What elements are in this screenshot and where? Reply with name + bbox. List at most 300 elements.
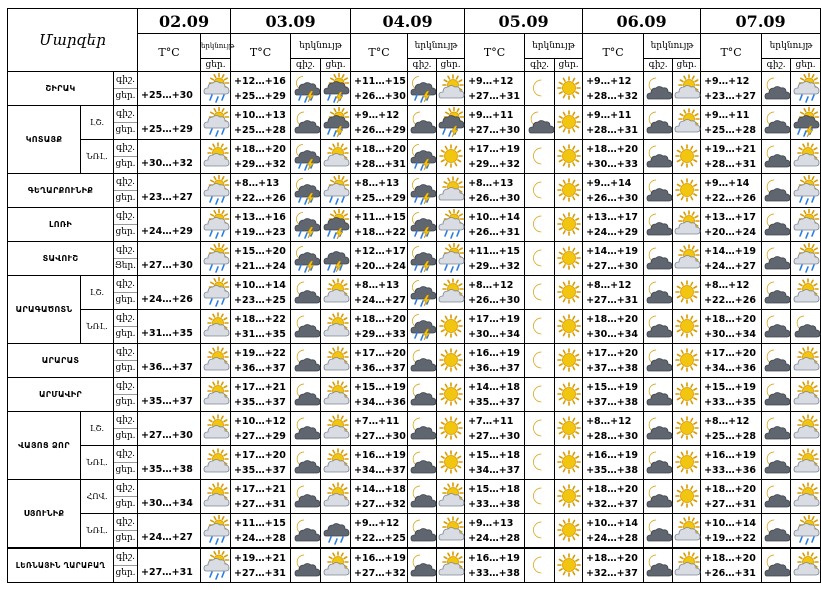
subregion-label: ԼՇ. (81, 412, 114, 446)
day-temp: +19…+23 (234, 226, 286, 238)
cloud-sun-icon (673, 211, 700, 238)
temp-range (351, 242, 408, 276)
table-row (8, 412, 821, 446)
moon-cloud-icon (408, 449, 436, 476)
day-sky-cell (321, 310, 351, 344)
temp-range (583, 514, 644, 548)
night-temp: +15…+19 (586, 381, 638, 393)
night-temp: +18…+20 (354, 313, 406, 325)
night-temp: +18…+20 (704, 552, 756, 564)
moon-cloud-icon (644, 177, 672, 204)
sun-icon (555, 449, 582, 476)
night-sky-cell (291, 344, 321, 378)
temp-range (231, 310, 291, 344)
temp-range (583, 378, 644, 412)
day-temp: +24…+28 (468, 532, 520, 544)
day-sky-cell (321, 480, 351, 514)
cloud-sun-icon (201, 415, 230, 442)
sky-day-header: ցեր. (673, 59, 701, 72)
day-sky-cell (791, 549, 821, 583)
table-row (8, 208, 821, 242)
cloud-sun-rain-icon (201, 517, 230, 544)
day-sky-cell (791, 480, 821, 514)
day-temp: +28…+31 (704, 158, 756, 170)
moon-cloud-storm-icon (408, 177, 436, 204)
temp-column-header: T°C (351, 34, 408, 72)
sun-icon (555, 381, 582, 408)
day-temp: +28…+31 (354, 158, 406, 170)
moon-cloud-storm-icon (408, 143, 436, 170)
temp-range (231, 446, 291, 480)
cloud-sun-icon (437, 75, 464, 102)
night-temp: +16…+19 (468, 552, 520, 564)
day-sky-cell (791, 344, 821, 378)
day-sky-cell (437, 140, 465, 174)
temp-range (465, 140, 525, 174)
cloud-sun-rain-icon (437, 245, 464, 272)
moon-cloud-icon (291, 109, 320, 136)
moon-cloud-icon (644, 143, 672, 170)
day-sky-cell (321, 514, 351, 548)
night-sky-cell (762, 72, 791, 106)
moon-cloud-icon (291, 347, 320, 374)
night-label: գիշ. (116, 211, 135, 221)
cloud-sun-icon (437, 552, 464, 579)
night-temp: +15…+19 (704, 381, 756, 393)
region-name: ԼՈՌԻ (8, 208, 114, 242)
day-temp: +25…+29 (354, 192, 406, 204)
day-sky-cell (201, 344, 231, 378)
cloud-sun-icon (321, 483, 350, 510)
night-temp: +18…+20 (586, 313, 638, 325)
moon-cloud-storm-icon (408, 279, 436, 306)
day-temp: +24…+28 (586, 532, 638, 544)
night-temp: +14…+19 (704, 245, 756, 257)
temp-range (231, 208, 291, 242)
night-label: գիշ. (116, 177, 135, 187)
day-temp: +26…+30 (354, 90, 406, 102)
night-temp: +13…+17 (704, 211, 756, 223)
sky-night-header: գիշ. (762, 59, 791, 72)
night-sky-cell (408, 174, 437, 208)
night-temp: +11…+15 (354, 211, 406, 223)
day-sky-cell (201, 140, 231, 174)
day-night-labels (114, 446, 138, 480)
day-sky-cell (437, 514, 465, 548)
day-sky-cell (791, 276, 821, 310)
moon-icon (525, 347, 554, 374)
moon-cloud-icon (762, 449, 790, 476)
temp-range (465, 344, 525, 378)
day-sky-cell (673, 106, 701, 140)
cloud-sun-icon (321, 143, 350, 170)
day-sky-cell (555, 514, 583, 548)
subregion-label: ՆՌԼ. (81, 514, 114, 548)
sun-icon (555, 177, 582, 204)
cloud-sun-icon (791, 143, 820, 170)
cloud-sun-rain-icon (201, 75, 230, 102)
day-night-labels (114, 310, 138, 344)
night-temp: +14…+19 (586, 245, 638, 257)
night-temp: +18…+20 (704, 313, 756, 325)
night-temp: +18…+20 (586, 143, 638, 155)
night-sky-cell (525, 514, 555, 548)
night-temp: +8…+13 (234, 177, 280, 189)
sun-icon (437, 347, 464, 374)
night-temp: +15…+19 (354, 381, 406, 393)
night-temp: +19…+21 (704, 143, 756, 155)
day-temp: +27…+32 (354, 567, 406, 579)
day-temp: +34…+37 (468, 464, 520, 476)
region-name: ԱՐԱՐԱՏ (8, 344, 114, 378)
night-temp: +16…+19 (354, 449, 406, 461)
temp-range (465, 412, 525, 446)
day-temp: +30…+34 (704, 328, 756, 340)
cloud-sun-rain-icon (791, 211, 820, 238)
day-night-labels (114, 549, 138, 583)
night-sky-cell (644, 480, 673, 514)
day-temp: +29…+32 (468, 158, 520, 170)
night-sky-cell (408, 344, 437, 378)
day-sky-cell (437, 174, 465, 208)
temp-column-header: T°C (583, 34, 644, 72)
night-temp: +10…+14 (586, 517, 638, 529)
night-temp: +19…+21 (234, 552, 286, 564)
day-sky-cell (201, 106, 231, 140)
day-label: ցեր. (114, 326, 137, 342)
day-temp: +24…+26 (138, 276, 201, 310)
temp-column-header: T°C (138, 34, 201, 72)
sky-column-header: երկնույթ (201, 34, 231, 59)
day-night-labels (114, 174, 138, 208)
night-temp: +16…+19 (354, 552, 406, 564)
cloud-sun-rain-icon (437, 211, 464, 238)
temp-range (701, 106, 762, 140)
day-sky-cell (201, 412, 231, 446)
night-label: գիշ. (116, 483, 135, 493)
day-temp: +26…+31 (468, 226, 520, 238)
night-sky-cell (408, 106, 437, 140)
night-temp: +8…+13 (354, 279, 400, 291)
temp-range (231, 72, 291, 106)
moon-cloud-icon (644, 75, 672, 102)
temp-column-header: T°C (231, 34, 291, 72)
night-temp: +9…+14 (704, 177, 750, 189)
day-label: ցեր. (114, 224, 137, 240)
table-row (8, 378, 821, 412)
day-sky-cell (437, 242, 465, 276)
moon-cloud-icon (762, 143, 790, 170)
table-row (8, 310, 821, 344)
cloud-sun-icon (321, 449, 350, 476)
day-temp: +24…+29 (586, 226, 638, 238)
moon-cloud-icon (408, 552, 436, 579)
moon-cloud-icon (644, 415, 672, 442)
day-sky-cell (673, 242, 701, 276)
day-temp: +23…+27 (704, 90, 756, 102)
night-sky-cell (408, 276, 437, 310)
day-sky-cell (791, 446, 821, 480)
moon-cloud-storm-icon (291, 211, 320, 238)
night-temp: +17…+19 (468, 313, 520, 325)
night-sky-cell (644, 310, 673, 344)
sun-icon (673, 483, 700, 510)
night-temp: +9…+14 (586, 177, 632, 189)
day-temp: +18…+22 (354, 226, 406, 238)
day-temp: +23…+27 (138, 174, 201, 208)
day-temp: +29…+32 (234, 158, 286, 170)
day-temp: +35…+38 (586, 464, 638, 476)
temp-range (583, 72, 644, 106)
night-sky-cell (525, 412, 555, 446)
night-sky-cell (762, 549, 791, 583)
day-temp: +20…+24 (704, 226, 756, 238)
night-sky-cell (291, 174, 321, 208)
temp-range (465, 208, 525, 242)
night-temp: +15…+20 (234, 245, 286, 257)
sky-day-header: ցեր. (321, 59, 351, 72)
day-temp: +32…+37 (586, 567, 638, 579)
night-label: գիշ. (116, 279, 135, 289)
temp-range (231, 242, 291, 276)
cloud-sun-rain-icon (791, 245, 820, 272)
sun-icon (555, 517, 582, 544)
night-temp: +8…+13 (354, 177, 400, 189)
night-temp: +8…+12 (586, 415, 632, 427)
moon-cloud-storm-icon (291, 75, 320, 102)
date-header: 04.09 (351, 9, 465, 34)
cloud-sun-icon (437, 177, 464, 204)
temp-range (465, 378, 525, 412)
moon-cloud-icon (291, 415, 320, 442)
moon-cloud-storm-icon (408, 211, 436, 238)
temp-range (701, 480, 762, 514)
day-temp: +27…+30 (586, 260, 638, 272)
night-sky-cell (644, 446, 673, 480)
temp-range (701, 446, 762, 480)
cloud-sun-icon (791, 415, 820, 442)
cloud-sun-icon (201, 313, 230, 340)
temp-column-header: T°C (465, 34, 525, 72)
moon-cloud-storm-icon (408, 313, 436, 340)
cloud-sun-rain-icon (201, 211, 230, 238)
date-header: 03.09 (231, 9, 351, 34)
sun-icon (673, 347, 700, 374)
moon-icon (525, 313, 554, 340)
day-temp: +24…+27 (138, 514, 201, 548)
day-temp: +33…+35 (704, 396, 756, 408)
night-sky-cell (291, 310, 321, 344)
night-label: գիշ. (116, 415, 135, 425)
temp-range (465, 242, 525, 276)
temp-range (351, 208, 408, 242)
day-sky-cell (791, 106, 821, 140)
night-temp: +11…+15 (234, 517, 286, 529)
temp-range (231, 344, 291, 378)
night-temp: +7…+11 (354, 415, 400, 427)
night-temp: +16…+19 (468, 347, 520, 359)
night-sky-cell (762, 310, 791, 344)
day-sky-cell (555, 412, 583, 446)
forecast-table (7, 8, 821, 548)
temp-range (351, 549, 408, 583)
temp-range (583, 549, 644, 583)
cloud-sun-storm-icon (791, 109, 820, 136)
night-temp: +9…+13 (468, 517, 514, 529)
night-sky-cell (525, 242, 555, 276)
cloud-sun-icon (437, 279, 464, 306)
night-temp: +17…+20 (354, 347, 406, 359)
moon-cloud-icon (762, 483, 790, 510)
sun-icon (673, 415, 700, 442)
night-temp: +7…+11 (468, 415, 514, 427)
sun-icon (555, 347, 582, 374)
sun-icon (437, 449, 464, 476)
day-temp: +25…+30 (138, 72, 201, 106)
region-name: ՎԱՅՈՑ ՁՈՐ (8, 412, 81, 480)
temp-range (583, 106, 644, 140)
moon-cloud-icon (291, 449, 320, 476)
table-row (8, 549, 821, 583)
cloud-sun-rain-icon (201, 245, 230, 272)
moon-cloud-icon (291, 517, 320, 544)
night-temp: +17…+20 (586, 347, 638, 359)
cloud-sun-icon (321, 381, 350, 408)
day-temp: +35…+37 (468, 396, 520, 408)
temp-range (351, 276, 408, 310)
day-label: ցեր. (114, 122, 137, 138)
night-temp: +11…+15 (468, 245, 520, 257)
night-sky-cell (525, 446, 555, 480)
temp-range (465, 549, 525, 583)
sun-icon (673, 143, 700, 170)
region-name: ԱՐԱԳԱԾՈՏՆ (8, 276, 81, 344)
day-temp: +35…+37 (234, 396, 286, 408)
day-sky-cell (673, 208, 701, 242)
day-label: ցեր. (114, 394, 137, 410)
temp-range (351, 140, 408, 174)
cloud-sun-icon (321, 313, 350, 340)
night-sky-cell (644, 378, 673, 412)
night-sky-cell (291, 106, 321, 140)
sun-icon (555, 245, 582, 272)
night-temp: +10…+14 (468, 211, 520, 223)
moon-cloud-icon (408, 517, 436, 544)
day-sky-cell (673, 310, 701, 344)
temp-range (231, 174, 291, 208)
cloud-sun-icon (791, 449, 820, 476)
table-row (8, 106, 821, 140)
night-sky-cell (408, 514, 437, 548)
moon-cloud-icon (762, 517, 790, 544)
night-temp: +18…+20 (586, 483, 638, 495)
cloud-sun-icon (791, 381, 820, 408)
day-temp: +27…+30 (468, 430, 520, 442)
day-sky-cell (555, 208, 583, 242)
night-sky-cell (408, 446, 437, 480)
night-temp: +9…+11 (704, 109, 750, 121)
day-temp: +37…+38 (586, 396, 638, 408)
temp-range (465, 514, 525, 548)
day-temp: +25…+29 (138, 106, 201, 140)
cloud-sun-icon (201, 381, 230, 408)
night-sky-cell (762, 480, 791, 514)
night-label: գիշ. (116, 143, 135, 153)
night-label: գիշ. (116, 109, 135, 119)
sky-day-header: ցեր. (555, 59, 583, 72)
day-temp: +31…+35 (138, 310, 201, 344)
day-temp: +27…+31 (234, 498, 286, 510)
table-row (8, 242, 821, 276)
night-temp: +9…+12 (586, 75, 632, 87)
day-label: ցեր. (114, 565, 137, 581)
day-sky-cell (555, 310, 583, 344)
moon-icon (525, 517, 554, 544)
day-sky-cell (555, 72, 583, 106)
night-temp: +9…+11 (468, 109, 514, 121)
day-night-labels (114, 344, 138, 378)
night-temp: +18…+20 (354, 143, 406, 155)
sun-icon (437, 143, 464, 170)
night-sky-cell (291, 378, 321, 412)
day-temp: +27…+31 (234, 567, 286, 579)
night-sky-cell (644, 106, 673, 140)
night-temp: +13…+16 (234, 211, 286, 223)
temp-range (351, 106, 408, 140)
moon-icon (525, 211, 554, 238)
moon-cloud-icon (762, 245, 790, 272)
day-sky-cell (321, 549, 351, 583)
day-sky-cell (555, 140, 583, 174)
temp-range (583, 242, 644, 276)
cloud-sun-icon (437, 483, 464, 510)
temp-range (701, 140, 762, 174)
day-temp: +35…+38 (138, 446, 201, 480)
night-temp: +18…+20 (704, 483, 756, 495)
day-temp: +30…+34 (468, 328, 520, 340)
table-row (8, 344, 821, 378)
moon-cloud-storm-icon (408, 245, 436, 272)
night-temp: +9…+11 (586, 109, 632, 121)
cloud-sun-icon (201, 143, 230, 170)
day-temp: +37…+38 (586, 362, 638, 374)
night-temp: +15…+18 (468, 483, 520, 495)
sky-column-header: երկնույթ (291, 34, 351, 59)
moon-cloud-storm-icon (291, 177, 320, 204)
day-temp: +21…+24 (234, 260, 286, 272)
temp-range (465, 310, 525, 344)
sun-icon (437, 313, 464, 340)
temp-range (231, 140, 291, 174)
night-sky-cell (525, 549, 555, 583)
night-temp: +8…+12 (704, 415, 750, 427)
temp-range (701, 276, 762, 310)
day-temp: +19…+22 (704, 532, 756, 544)
temp-range (701, 310, 762, 344)
day-sky-cell (201, 72, 231, 106)
day-sky-cell (437, 310, 465, 344)
day-sky-cell (555, 106, 583, 140)
moon-icon (525, 177, 554, 204)
day-sky-cell (321, 242, 351, 276)
day-night-labels (114, 412, 138, 446)
night-label: գիշ. (116, 449, 135, 459)
moon-cloud-icon (291, 279, 320, 306)
temp-range (701, 412, 762, 446)
day-sky-cell (201, 310, 231, 344)
night-temp: +9…+12 (468, 75, 514, 87)
cloud-sun-rain-icon (201, 552, 230, 579)
